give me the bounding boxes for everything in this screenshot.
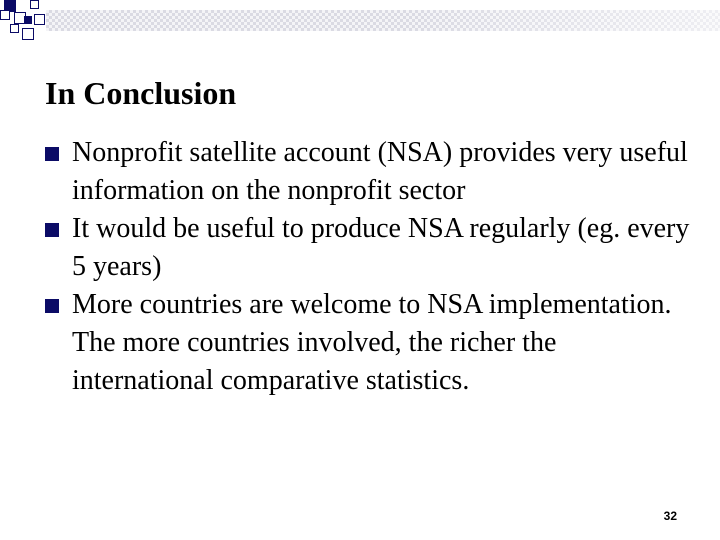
header-square-decoration [22,28,34,40]
bullet-text: Nonprofit satellite account (NSA) provides very useful information on the nonprofit sector [72,137,688,206]
bullet-text: More countries are welcome to NSA implementation. The more countries involved, the richer the international comparative statistics. [72,289,672,396]
header-square-decoration [10,24,19,33]
header-square-decoration [0,10,10,20]
header-square-decoration [30,0,39,9]
bullet-item [45,286,695,400]
header-pattern-fade [46,10,720,31]
page-number: 32 [663,509,677,523]
square-bullet-icon [45,147,59,161]
square-bullet-icon [45,223,59,237]
bullet-list [45,134,695,400]
square-bullet-icon [45,299,59,313]
bullet-item [45,134,695,210]
header-square-decoration [24,16,32,24]
slide-title: In Conclusion [45,75,237,111]
header-square-decoration [34,14,45,25]
bullet-item [45,210,695,286]
bullet-text: It would be useful to produce NSA regularly (eg. every 5 years) [72,213,690,282]
